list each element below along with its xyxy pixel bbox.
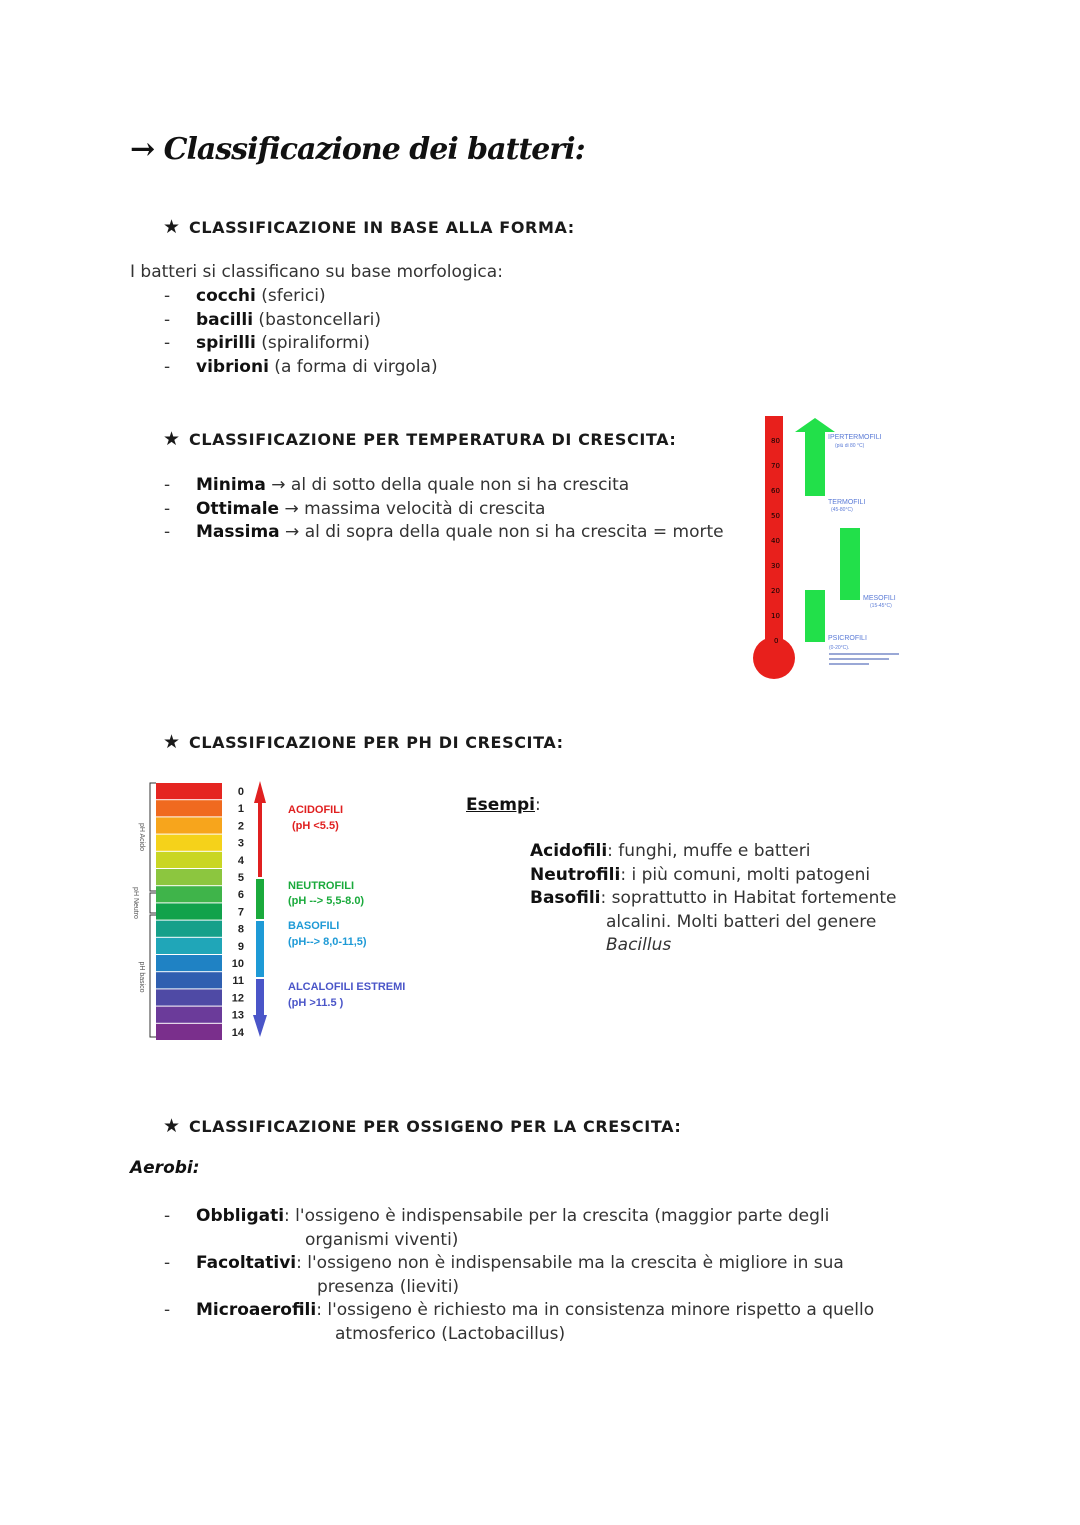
neutrofili-label: NEUTROFILI — [288, 880, 354, 892]
list-item: Basofili: soprattutto in Habitat fortemente — [530, 888, 897, 908]
ph-number: 8 — [237, 923, 244, 936]
ph-number: 14 — [231, 1026, 244, 1039]
forma-list — [0, 285, 1080, 379]
basofili-arrow — [256, 921, 264, 977]
svg-text:20: 20 — [771, 587, 780, 595]
mesofili-label: MESOFILI — [863, 595, 896, 602]
ph-brackets — [150, 783, 156, 1037]
star-icon: ★ — [163, 216, 181, 238]
alcalofili-range: (pH >11.5 ) — [288, 997, 344, 1009]
list-item: Acidofili: funghi, muffe e batteri — [530, 841, 811, 861]
ph-number: 13 — [231, 1009, 244, 1022]
thermometer-scale — [771, 437, 780, 645]
svg-text:40: 40 — [771, 537, 780, 545]
ph-number: 4 — [237, 854, 244, 867]
ph-number: 2 — [237, 820, 244, 833]
section-heading-ossigeno: ★ CLASSIFICAZIONE PER OSSIGENO PER LA CRESCITA: — [163, 1115, 682, 1137]
ph-color-bars — [156, 783, 222, 1040]
ph-scale-numbers — [232, 786, 245, 1039]
list-item: - cocchi (sferici) — [164, 286, 326, 306]
ph-number: 12 — [231, 992, 244, 1005]
basofili-label: BASOFILI — [288, 920, 340, 932]
ph-bar — [156, 989, 222, 1005]
ph-bar — [156, 903, 222, 919]
alcalofili-arrow — [253, 979, 267, 1037]
psicrofili-fine-print — [829, 653, 899, 665]
aerobi-label: Aerobi: — [130, 1158, 200, 1178]
acidofili-arrow — [254, 781, 266, 877]
forma-intro: I batteri si classificano su base morfologica: — [130, 262, 503, 282]
ph-basico-label: pH basico — [138, 961, 145, 993]
ph-number: 7 — [237, 906, 244, 919]
acidofili-label: ACIDOFILI — [288, 804, 343, 816]
psicrofili-range: (0-20°C). — [829, 645, 850, 651]
list-item: - Microaerofili: l'ossigeno è richiesto ma in consistenza minore rispetto a quello atmosferico (Lactobacillus) — [164, 1300, 875, 1344]
esempi-heading: Esempi: — [466, 795, 541, 815]
ph-number: 11 — [232, 975, 244, 988]
ph-neutro-label: pH Neutro — [132, 887, 139, 919]
list-item: - bacilli (bastoncellari) — [164, 309, 381, 330]
ph-acido-label: pH Acido — [138, 822, 145, 852]
star-icon: ★ — [163, 428, 181, 450]
temperatura-list — [0, 474, 740, 545]
list-item: - vibrioni (a forma di virgola) — [164, 356, 438, 377]
ossigeno-list — [0, 1205, 1000, 1346]
ph-number: 9 — [237, 940, 244, 953]
svg-text:10: 10 — [771, 612, 780, 620]
ph-bar — [156, 852, 222, 868]
ph-number: 3 — [237, 837, 244, 850]
section-heading-temperatura: ★ CLASSIFICAZIONE PER TEMPERATURA DI CRESCITA: — [163, 428, 677, 450]
ph-bar — [156, 886, 222, 902]
alcalofili-label: ALCALOFILI ESTREMI — [288, 981, 406, 993]
star-icon: ★ — [163, 731, 181, 753]
ph-number: 5 — [237, 872, 244, 884]
section-heading-ph: ★ CLASSIFICAZIONE PER PH DI CRESCITA: — [163, 731, 564, 753]
ph-bar — [156, 869, 222, 885]
ipertermofili-range: (più di 80 °C) — [835, 443, 865, 449]
svg-text:30: 30 — [771, 562, 780, 570]
psicrofili-bar — [805, 590, 825, 642]
page-title: → Classificazione dei batteri: — [130, 132, 585, 167]
ph-number: 6 — [237, 889, 244, 902]
thermometer-figure — [745, 410, 915, 682]
ph-bar — [156, 1024, 222, 1040]
svg-text:70: 70 — [771, 462, 780, 470]
list-item: - Facoltativi: l'ossigeno non è indispensabile ma la crescita è migliore in sua presenza (lieviti) — [164, 1253, 844, 1297]
ph-scale-figure — [130, 775, 410, 1045]
list-item: Neutrofili: i più comuni, molti patogeni — [530, 864, 871, 885]
basofili-genus: Bacillus — [606, 935, 672, 955]
ph-number: 10 — [231, 958, 244, 970]
ph-bar — [156, 1007, 222, 1023]
basofili-cont: alcalini. Molti batteri del genere — [606, 911, 877, 932]
list-item: - Ottimale → massima velocità di crescita — [164, 498, 546, 519]
mesofili-range: (15-45°C) — [870, 603, 892, 609]
neutrofili-range: (pH --> 5,5-8.0) — [288, 895, 365, 907]
list-item: - Minima → al di sotto della quale non si ha crescita — [164, 475, 630, 495]
list-item: - Massima → al di sopra della quale non si ha crescita = morte — [164, 522, 724, 542]
ph-bar — [156, 817, 222, 833]
svg-text:0: 0 — [774, 637, 779, 645]
ipertermofili-label: IPERTERMOFILI — [828, 434, 882, 441]
svg-text:50: 50 — [771, 512, 780, 520]
ph-bar — [156, 800, 222, 816]
ph-number: 0 — [237, 786, 244, 798]
ph-number: 1 — [237, 803, 244, 816]
ph-bar — [156, 972, 222, 988]
termofili-label: TERMOFILI — [828, 499, 866, 506]
star-icon: ★ — [163, 1115, 181, 1137]
termofili-range: (45-80°C) — [831, 507, 853, 513]
basofili-range: (pH--> 8,0-11,5) — [288, 936, 367, 948]
ph-bar — [156, 783, 222, 799]
neutrofili-arrow — [256, 879, 264, 919]
esempi-list — [530, 840, 897, 958]
list-item: - spirilli (spiraliformi) — [164, 333, 371, 353]
svg-text:80: 80 — [771, 437, 780, 445]
ph-bar — [156, 938, 222, 954]
ipertermofili-arrow — [795, 418, 835, 496]
section-heading-forma: ★ CLASSIFICAZIONE IN BASE ALLA FORMA: — [163, 216, 575, 238]
ph-bar — [156, 835, 222, 851]
acidofili-range: (pH <5.5) — [292, 820, 339, 832]
ph-bar — [156, 921, 222, 937]
mesofili-bar — [840, 528, 860, 600]
ph-bar — [156, 955, 222, 971]
svg-text:60: 60 — [771, 487, 780, 495]
list-item: - Obbligati: l'ossigeno è indispensabile per la crescita (maggior parte degli organismi viventi) — [164, 1206, 830, 1250]
psicrofili-label: PSICROFILI — [828, 635, 867, 642]
